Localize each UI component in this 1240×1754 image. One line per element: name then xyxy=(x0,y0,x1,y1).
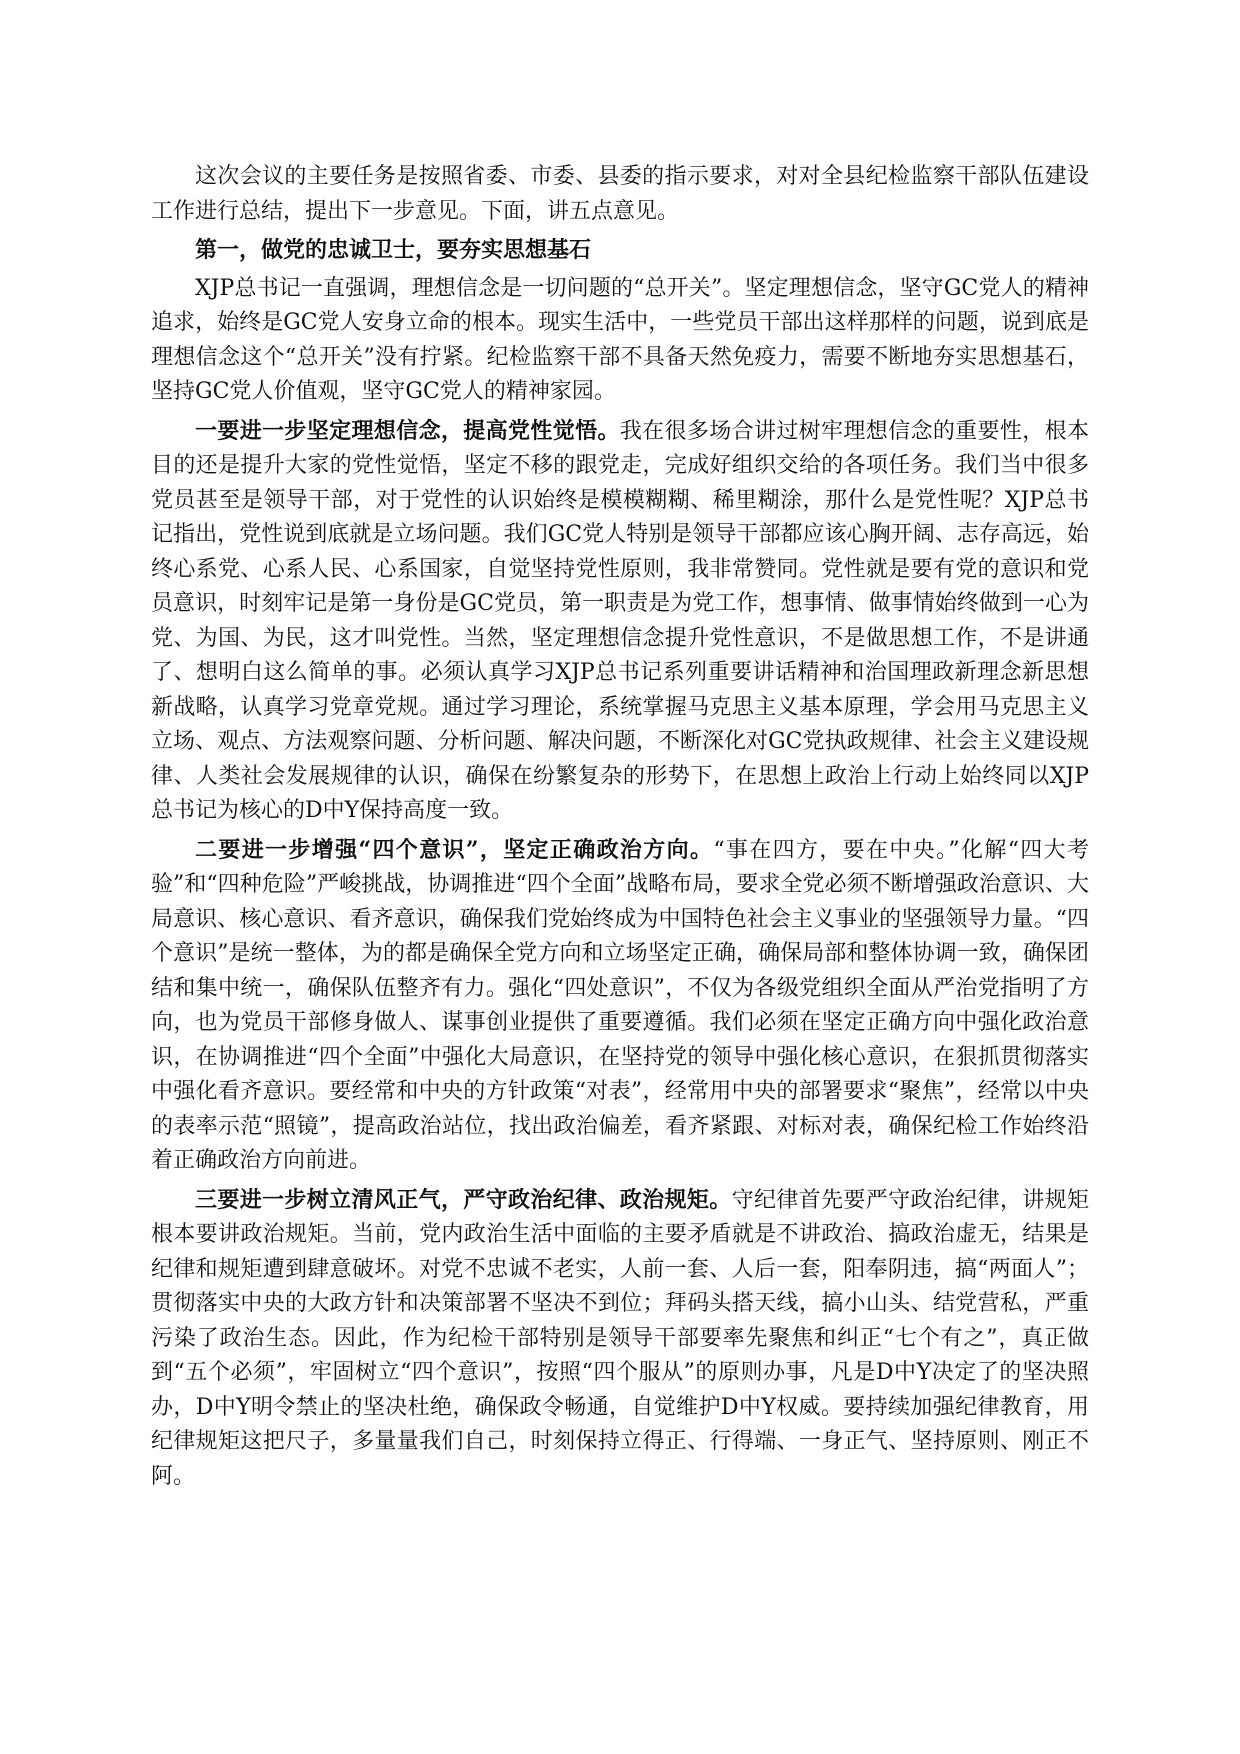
point-three-body: 守纪律首先要严守政治纪律，讲规矩根本要讲政治规矩。当前，党内政治生活中面临的主要矛盾就是不讲政治、搞政治虚无，结果是纪律和规矩遭到肆意破坏。对党不忠诚不老实，人前一套、人后一套，阳奉阴违，搞“两面人”；贯彻落实中央的大政方针和决策部署不坚决不到位；拜码头搭天线，搞小山头、结党营私，严重污染了政治生态。因此，作为纪检干部特别是领导干部要率先聚焦和纠正“七个有之”，真正做到“五个必须”，牢固树立“四个意识”，按照“四个服从”的原则办事，凡是D中Y决定了的坚决照办，D中Y明令禁止的坚决杜绝，确保政令畅通，自觉维护D中Y权威。要持续加强纪律教育，用纪律规矩这把尺子，多量量我们自己，时刻保持立得正、行得端、一身正气、坚持原则、刚正不阿。 xyxy=(151,1187,1089,1489)
point-three-paragraph xyxy=(151,1183,1089,1495)
point-two-lead: 二要进一步增强“四个意识”，坚定正确政治方向。 xyxy=(195,836,714,863)
section-heading-text: 第一，做党的忠诚卫士，要夯实思想基石 xyxy=(195,237,592,263)
point-two-paragraph xyxy=(151,833,1089,1179)
point-one-lead: 一要进一步坚定理想信念，提高党性觉悟。 xyxy=(195,417,620,444)
intro-paragraph xyxy=(151,160,1089,229)
point-one-body: 我在很多场合讲过树牢理想信念的重要性，根本目的还是提升大家的党性觉悟，坚定不移的跟党走，完成好组织交给的各项任务。我们当中很多党员甚至是领导干部，对于党性的认识始终是模模糊糊、稀里糊涂，那什么是党性呢？XJP总书记指出，党性说到底就是立场问题。我们GC党人特别是领导干部都应该心胸开阔、志存高远，始终心系党、心系人民、心系国家，自觉坚持党性原则，我非常赞同。党性就是要有党的意识和党员意识，时刻牢记是第一身份是GC党员，第一职责是为党工作，想事情、做事情始终做到一心为党、为国、为民，这才叫党性。当然，坚定理想信念提升党性意识，不是做思想工作，不是讲通了、想明白这么简单的事。必须认真学习XJP总书记系列重要讲话精神和治国理政新理念新思想新战略，认真学习党章党规。通过学习理论，系统掌握马克思主义基本原理，学会用马克思主义立场、观点、方法观察问题、分析问题、解决问题，不断深化对GC党执政规律、社会主义建设规律、人类社会发展规律的认识，确保在纷繁复杂的形势下，在思想上政治上行动上始终同以XJP总书记为核心的D中Y保持高度一致。 xyxy=(151,418,1089,823)
point-three-lead: 三要进一步树立清风正气，严守政治纪律、政治规矩。 xyxy=(195,1186,732,1213)
document-body xyxy=(151,160,1089,1498)
intro-text: 这次会议的主要任务是按照省委、市委、县委的指示要求，对对全县纪检监察干部队伍建设工作进行总结，提出下一步意见。下面，讲五点意见。 xyxy=(151,164,1089,224)
section-body-text: XJP总书记一直强调，理想信念是一切问题的“总开关”。坚定理想信念，坚守GC党人的精神追求，始终是GC党人安身立命的根本。现实生活中，一些党员干部出这样那样的问题，说到底是理想信念这个“总开关”没有拧紧。纪检监察干部不具备天然免疫力，需要不断地夯实思想基石，坚持GC党人价值观，坚守GC党人的精神家园。 xyxy=(151,275,1089,404)
section-body-paragraph xyxy=(151,272,1089,410)
point-two-body: “事在四方，要在中央。”化解“四大考验”和“四种危险”严峻挑战，协调推进“四个全面”战略布局，要求全党必须不断增强政治意识、大局意识、核心意识、看齐意识，确保我们党始终成为中国特色社会主义事业的坚强领导力量。“四个意识”是统一整体，为的都是确保全党方向和立场坚定正确，确保局部和整体协调一致，确保团结和集中统一，确保队伍整齐有力。强化“四处意识”，不仅为各级党组织全面从严治党指明了方向，也为党员干部修身做人、谋事创业提供了重要遵循。我们必须在坚定正确方向中强化政治意识，在协调推进“四个全面”中强化大局意识，在坚持党的领导中强化核心意识，在狠抓贯彻落实中强化看齐意识。要经常和中央的方针政策“对表”，经常用中央的部署要求“聚焦”，经常以中央的表率示范“照镜”，提高政治站位，找出政治偏差，看齐紧跟、对标对表，确保纪检工作始终沿着正确政治方向前进。 xyxy=(151,837,1089,1173)
section-heading xyxy=(151,233,1089,268)
point-one-paragraph xyxy=(151,414,1089,829)
